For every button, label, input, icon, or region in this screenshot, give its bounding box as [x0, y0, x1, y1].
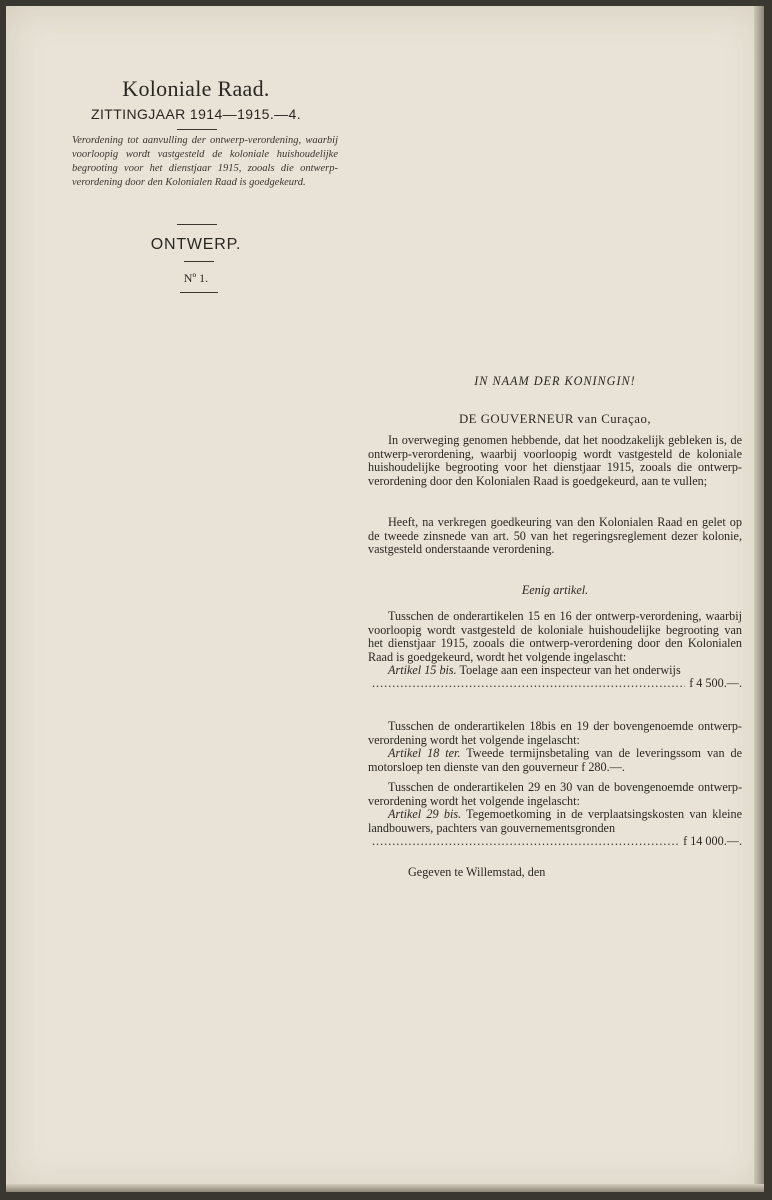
article-label: Artikel 29 bis. [388, 807, 462, 822]
article-text: Tegemoetkoming in de verplaatsingskosten van kleine landbouwers, pachters van gouvernementsgronden [368, 807, 742, 835]
article-item [368, 664, 742, 678]
session-year: ZITTINGJAAR 1914—1915.—4. [91, 106, 301, 122]
enacting-paragraph: Heeft, na verkregen goedkeuring van den Kolonialen Raad en gelet op de tweede zinsnede van art. 50 van het regeringsreglement dezer kolonie, vastgesteld onderstaande verordening. [368, 515, 742, 557]
divider [180, 292, 218, 293]
dot-leader [372, 835, 679, 849]
insertion-paragraph: Tusschen de onderartikelen 29 en 30 van de bovengenoemde ontwerp-verordening wordt het volgende ingelascht: [368, 780, 742, 808]
dot-leader [372, 677, 685, 691]
article-label: Artikel 18 ter. [388, 746, 461, 761]
article-text: Tweede termijnsbetaling van de leveringssom van de motorsloep ten dienste van den gouverneur f 280.—. [368, 746, 743, 774]
amount-line [368, 835, 742, 849]
document-page [6, 6, 764, 1192]
insertion-paragraph: Tusschen de onderartikelen 15 en 16 der ontwerp-verordening, waarbij voorloopig wordt vastgesteld de koloniale huishoudelijke begrooting van het dienstjaar 1915, zooals die ontwerp-verordening door den Kolonialen Raad is goedgekeurd, wordt het volgende ingelascht: [368, 609, 742, 664]
article-label: Artikel 15 bis. [388, 663, 457, 678]
given-at-line: Gegeven te Willemstad, den [408, 865, 546, 879]
recital-paragraph: In overweging genomen hebbende, dat het noodzakelijk gebleken is, de ontwerp-verordening, waarbij voorloopig wordt vastgesteld de koloniale huishoudelijke begrooting voor het dienstjaar 1915, zooals die ontwerp-verordening door den Kolonialen Raad is goedgekeurd, aan te vullen; [368, 433, 742, 488]
article-item [368, 808, 742, 835]
article-section-3 [368, 781, 742, 849]
draft-label: ONTWERP. [150, 236, 242, 253]
page-edge-bottom [6, 1184, 764, 1192]
insertion-paragraph: Tusschen de onderartikelen 18bis en 19 der bovengenoemde ontwerp-verordening wordt het volgende ingelascht: [368, 719, 742, 747]
draft-number: Nº 1. [183, 271, 209, 285]
article-text: Toelage aan een inspecteur van het onderwijs [459, 663, 681, 678]
article-heading: Eenig artikel. [521, 583, 589, 597]
article-section-2 [368, 720, 742, 774]
divider [184, 261, 214, 262]
divider [177, 129, 217, 130]
amount: f 4 500.—. [689, 675, 742, 690]
invocation: IN NAAM DER KONINGIN! [474, 374, 636, 388]
article-item [368, 747, 742, 774]
page-edge-right [754, 6, 764, 1192]
divider [177, 224, 217, 225]
amount-line [368, 677, 742, 691]
article-section-1 [368, 610, 742, 691]
decree-summary: Verordening tot aanvulling der ontwerp-verordening, waarbij voorloopig wordt vastgesteld de koloniale huishoudelijke begrooting voor het dienstjaar 1915, zooals die ontwerp-verordening door den Kolonialen Raad is goedgekeurd. [72, 135, 338, 188]
amount: f 14 000.—. [683, 834, 742, 849]
governor-line: DE GOUVERNEUR van Curaçao, [458, 412, 652, 426]
document-title: Koloniale Raad. [122, 76, 270, 101]
